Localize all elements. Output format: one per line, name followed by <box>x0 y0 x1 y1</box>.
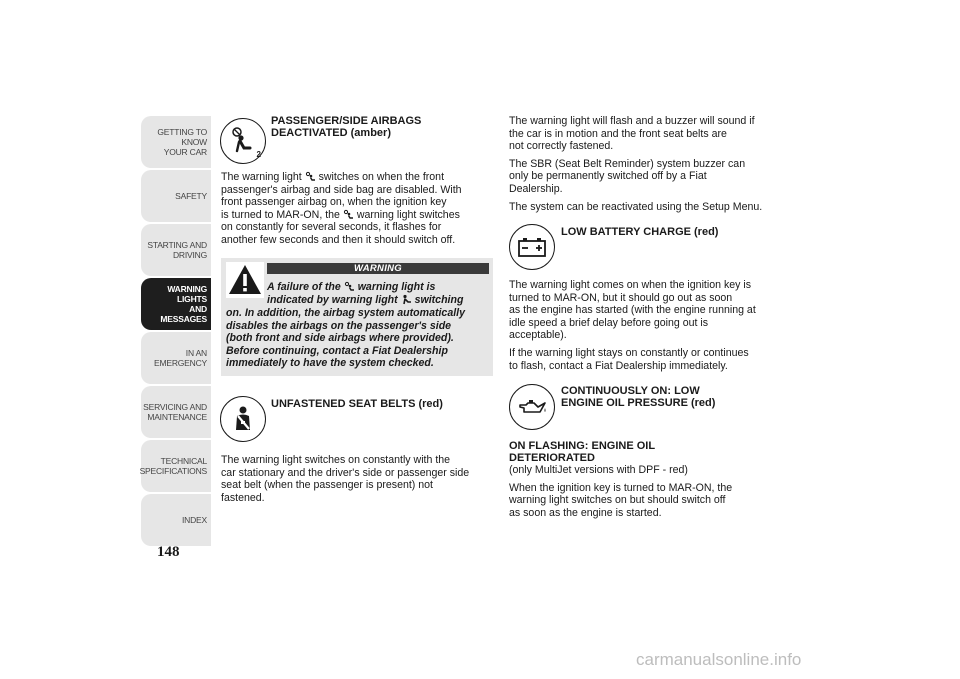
seatbelt-body-1: The warning light switches on constantly with the <box>221 454 451 466</box>
battery-heading-text: LOW BATTERY CHARGE (red) <box>561 226 719 238</box>
airbag-heading-line1: PASSENGER/SIDE AIRBAGS <box>271 115 422 127</box>
airbag-body-1: The warning light <box>221 171 302 183</box>
warning-line-4: disables the airbags on the passenger's side <box>226 319 452 332</box>
tab-starting-and-driving[interactable]: STARTING AND DRIVING <box>141 224 211 276</box>
airbag-body-3: passenger's airbag and side bag are disabled. With <box>221 183 462 196</box>
sbr-line-a3: not correctly fastened. <box>509 140 614 153</box>
airbag-body-8: another few seconds and then it should switch off. <box>221 233 456 246</box>
oil-body <box>509 440 789 519</box>
oil-subheading-2: DETERIORATED <box>509 452 595 464</box>
seatbelt-body-4: fastened. <box>221 491 265 504</box>
warning-line-2a: indicated by warning light <box>267 293 398 306</box>
warning-line-2b: switching <box>414 293 464 306</box>
airbag-inline-icon <box>305 171 316 182</box>
seatbelt-body-2: car stationary and the driver's side or passenger side <box>221 466 470 479</box>
battery-body <box>509 279 789 372</box>
battery-line-b1: If the warning light stays on constantly or continues <box>509 346 749 359</box>
sbr-line-b1: The SBR (Seat Belt Reminder) system buzzer can <box>509 157 746 170</box>
oil-line-b2: warning light switches on but should switch off <box>509 494 726 507</box>
seatbelt-heading-text: UNFASTENED SEAT BELTS (red) <box>271 398 443 410</box>
warning-body <box>226 307 490 370</box>
airbag-inline-icon <box>344 281 355 292</box>
page-number: 148 <box>157 544 180 560</box>
oil-line-b1: When the ignition key is turned to MAR-ON, the <box>509 481 733 494</box>
tab-getting-to-know[interactable]: GETTING TO KNOW YOUR CAR <box>141 116 211 168</box>
battery-heading <box>561 226 791 238</box>
sbr-line-a2: the car is in motion and the front seat belts are <box>509 127 727 140</box>
airbag-icon-subscript: 2 <box>256 150 261 159</box>
oil-heading <box>561 385 791 409</box>
airbag-body-5: is turned to MAR-ON, the <box>221 208 340 221</box>
seatbelt-body-3: seat belt (when the passenger is present) not <box>221 479 433 492</box>
warning-line-1a: A failure of the <box>267 281 341 293</box>
oil-heading-line1: CONTINUOUSLY ON: LOW <box>561 385 700 397</box>
battery-line-a5: acceptable). <box>509 329 567 342</box>
seatbelt-icon <box>220 396 266 442</box>
tab-index[interactable]: INDEX <box>141 494 211 546</box>
oil-note: (only MultiJet versions with DPF - red) <box>509 464 688 476</box>
watermark: carmanualsonline.info <box>636 650 802 669</box>
sbr-line-b2: only be permanently switched off by a Fiat <box>509 170 707 183</box>
warning-line-1b: warning light is <box>357 281 436 293</box>
sbr-line-b3: Dealership. <box>509 182 563 195</box>
airbag-deactivated-icon <box>220 118 266 164</box>
warning-title: WARNING <box>267 263 489 274</box>
battery-line-a1: The warning light comes on when the ignition key is <box>509 279 752 291</box>
tab-safety[interactable]: SAFETY <box>141 170 211 222</box>
battery-line-a2: turned to MAR-ON, but it should go out as soon <box>509 291 733 304</box>
airbag-inline-icon <box>343 209 354 220</box>
battery-line-a3: as the engine has started (with the engine running at <box>509 304 756 317</box>
oil-line-b3: as soon as the engine is started. <box>509 506 662 519</box>
sbr-line-a1: The warning light will flash and a buzzer will sound if <box>509 115 755 127</box>
battery-icon <box>509 224 555 270</box>
warning-line-3: on. In addition, the airbag system automatically <box>226 307 465 319</box>
airbag-body-4: front passenger airbag on, when the ignition key <box>221 196 447 209</box>
airbag-body-6: warning light switches <box>356 208 460 221</box>
sbr-line-c1: The system can be reactivated using the Setup Menu. <box>509 200 763 213</box>
battery-line-a4: idle speed a brief delay before going out is <box>509 316 709 329</box>
seatbelt-body <box>221 454 501 504</box>
airbag-body-2: switches on when the front <box>318 171 445 183</box>
warning-line-5: (both front and side airbags where provided). <box>226 332 454 345</box>
oil-heading-line2: ENGINE OIL PRESSURE (red) <box>561 397 716 409</box>
tab-servicing[interactable]: SERVICING AND MAINTENANCE <box>141 386 211 438</box>
section-nav <box>141 116 211 548</box>
airbag-warning-inline-icon <box>401 294 412 305</box>
oil-subheading-1: ON FLASHING: ENGINE OIL <box>509 440 656 452</box>
airbag-heading <box>271 115 471 139</box>
airbag-body-7: on constantly for several seconds, it flashes for <box>221 221 442 234</box>
battery-line-b2: to flash, contact a Fiat Dealership immediately. <box>509 359 728 372</box>
airbag-heading-line2: DEACTIVATED (amber) <box>271 127 391 139</box>
seatbelt-reminder-text <box>509 115 789 213</box>
warning-line-6: Before continuing, contact a Fiat Dealership <box>226 344 448 357</box>
tab-in-an-emergency[interactable]: IN AN EMERGENCY <box>141 332 211 384</box>
tab-technical-specs[interactable]: TECHNICAL SPECIFICATIONS <box>141 440 211 492</box>
warning-lead <box>267 281 489 306</box>
warning-line-7: immediately to have the system checked. <box>226 357 434 370</box>
airbag-body <box>221 171 501 247</box>
oil-can-icon <box>509 384 555 430</box>
seatbelt-heading <box>271 398 501 410</box>
warning-triangle-icon <box>226 262 264 298</box>
tab-warning-lights[interactable]: WARNING LIGHTS AND MESSAGES <box>141 278 211 330</box>
